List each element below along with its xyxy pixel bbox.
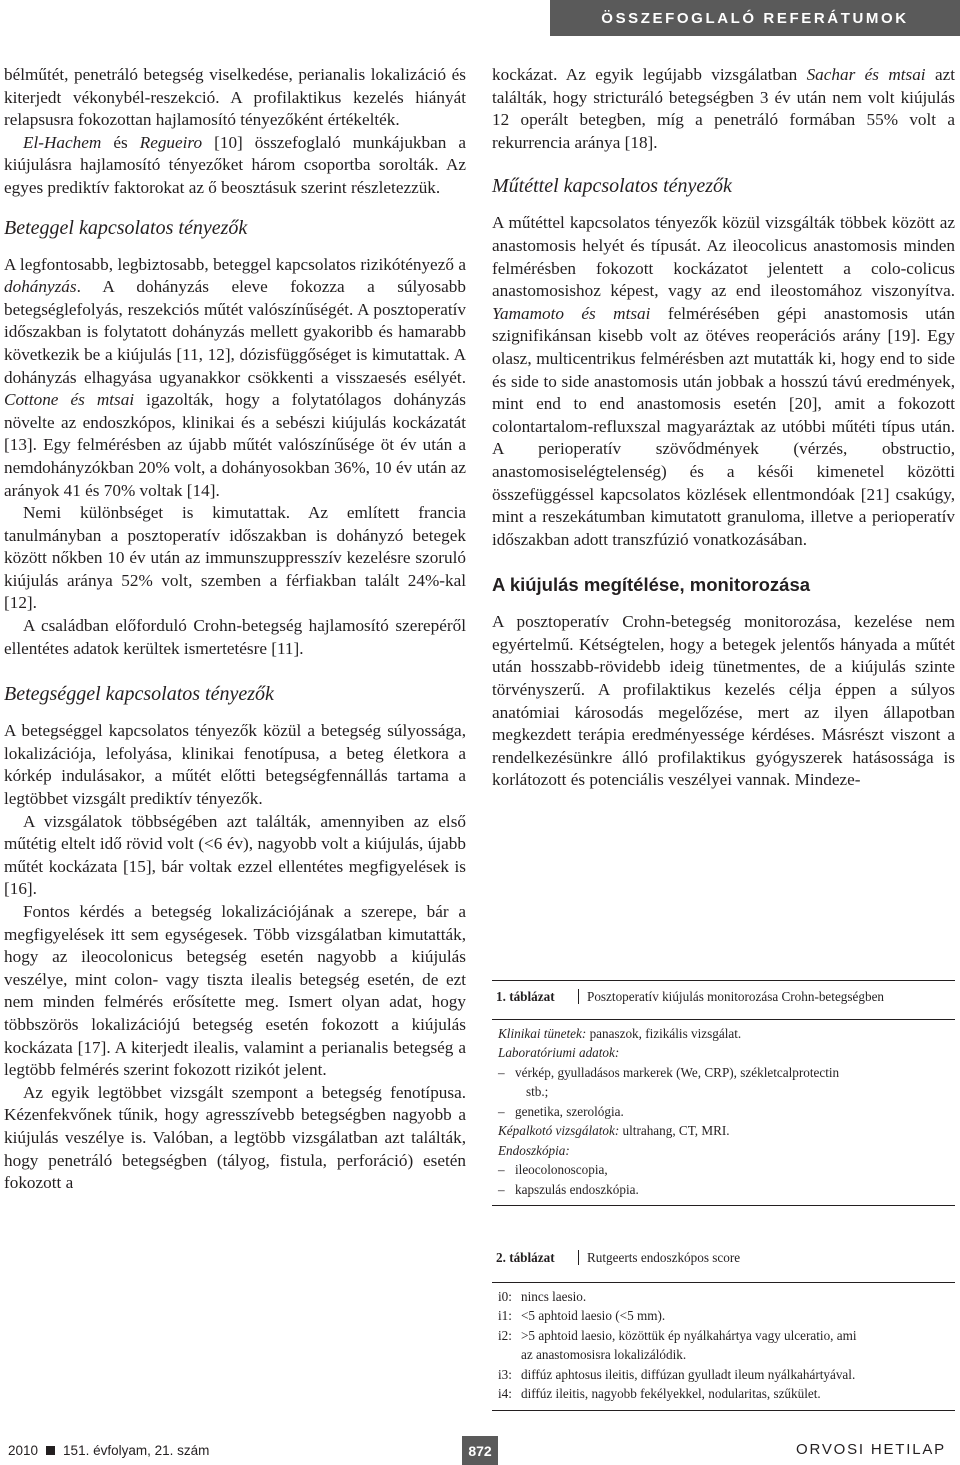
table2-header: [492, 1242, 955, 1268]
table1-header: [492, 980, 955, 1007]
right-column: [492, 64, 955, 792]
section-heading: A kiújulás megítélése, monitorozása: [492, 574, 811, 596]
footer-volume: 151. évfolyam, 21. szám: [63, 1443, 210, 1458]
author-name: El-Hachem: [23, 132, 102, 152]
citation: Yamamoto és mtsai: [492, 303, 651, 323]
paragraph: [492, 64, 955, 154]
left-column: [4, 64, 466, 1195]
paragraph: [492, 212, 955, 551]
table-row: [498, 1365, 951, 1385]
table-row: [498, 1384, 951, 1404]
journal-name: ORVOSI HETILAP: [796, 1441, 946, 1458]
paragraph: A posztoperatív Crohn-betegség monitorozása, kezelése nem egyértelmű. Kétségtelen, hogy a betegek jelentős hányada a műtét után hosszabb-rövidebb ideig tünetmentes, de a kiújulás szinte törvényszerű. A profilaktikus kezelés célja éppen a súlyos anatómiai károsodás megelőzése, mert az ilyen állapotban megkezdett terápia eredményessége kérdéses. Másrészt viszont a rendelkezésünkre álló profilaktikus gyógyszerek hatásossága is korlátozott és potenciális veszélyei vannak. Mindeze-: [492, 612, 955, 790]
citation: Cottone és mtsai: [4, 390, 135, 410]
score-value: diffúz aphtosus ileitis, diffúzan gyulladt ileum nyálkahártyával.: [521, 1366, 856, 1382]
section-header-band: [550, 0, 960, 36]
subheading-surgery-factors: Műtéttel kapcsolatos tényezők: [492, 175, 732, 198]
score-key: [498, 1345, 521, 1365]
paragraph: A vizsgálatok többségében azt találták, amennyiben az első műtétig eltelt idő rövid volt (<6 év), nagyobb volt a kiújulás, újabb műtét kockázata [15], bár voltak ezzel ellentétes megfigyelések is [16].: [4, 811, 466, 899]
score-key: i2:: [498, 1327, 512, 1343]
emphasis: dohányzás: [4, 277, 77, 297]
page-footer: [0, 1436, 960, 1465]
row-label: Laboratóriumi adatok:: [498, 1045, 620, 1060]
list-item: – genetika, szerológia.: [498, 1102, 951, 1122]
score-value: diffúz ileitis, nagyobb fekélyekkel, nodularitas, szűkület.: [521, 1386, 821, 1401]
paragraph: Nemi különbséget is kimutattak. Az említett francia tanulmányban a posztoperatív időszakban is dohányzó betegek között nőkben 10 év után az immunszuppresszív kezelésre szoruló kiújulás aránya 52% volt, szemben a férfiakban talált 24%-kal [12].: [4, 503, 466, 613]
score-key: i0:: [498, 1288, 512, 1304]
paragraph: A betegséggel kapcsolatos tényezők közül a betegség súlyossága, lokalizációja, lefolyása, klinikai fenotípusa, a beteg életkora a kórkép indulásakor, a műtét előtti betegségfennállás tartama a legtöbbet vizsgált prediktív tényezők.: [4, 721, 466, 809]
list-item: stb.;: [526, 1084, 549, 1099]
table1-row: [498, 1024, 951, 1044]
score-key: i4:: [498, 1386, 512, 1401]
table2-body: [492, 1282, 955, 1411]
table1-title: Posztoperatív kiújulás monitorozása Crohn-betegségben: [587, 989, 885, 1004]
paragraph: Fontos kérdés a betegség lokalizációjának a szerepe, bár a megfigyelések itt sem egységesek. Több vizsgálatban kimutatták, hogy az ileocolonicus betegség esetén nagyobb a kiújulás veszélye, mint colon- vagy tiszta ilealis betegség esetén, de ezt nem minden felmérés erősítette meg. Ismert olyan adat, hogy többszörös lokalizációjú betegség esetén fokozott a kiújulás kockázata [17]. A kiterjedt ilealis, valamint a perianalis betegség a legtöbb felmérés szerint fokozott rizikót jelent.: [4, 902, 466, 1080]
separator-square-icon: [46, 1446, 55, 1455]
page-number: 872: [462, 1436, 498, 1465]
paragraph: A családban előforduló Crohn-betegség hajlamosító szerepéről ellentétes adatok kerültek ismertetésre [11].: [4, 616, 466, 658]
text-run: igazolták, hogy a folytatólagos dohányzás növelte az endoszkópos, klinikai és a sebészi kiújulás kockázatát [13]. Egy felmérésben az újabb műtét valószínűsége öt év után a nemdohányzókban 20% volt, a dohányosokban 36%, 10 év után az arányok 41 és 70% voltak [14].: [4, 390, 466, 500]
row-label: Képalkotó vizsgálatok:: [498, 1123, 620, 1138]
text-run: . A dohányzás eleve fokozza a súlyosabb betegséglefolyás, reszekciós műtét valószínűségét. A posztoperatív időszakban is folytatott dohányzás mellett gyakoribb és hamarabb következik be a kiújulás [11, 12], dózisfüggőséget is kimutattak. A dohányzás elhagyása ugyanakkor csökkenti a visszaesés esélyét.: [4, 277, 466, 387]
table-row: [498, 1326, 951, 1346]
section-title: ÖSSZEFOGLALÓ REFERÁTUMOK: [601, 9, 909, 27]
table-row: [498, 1306, 951, 1326]
row-label: Endoszkópia:: [498, 1142, 570, 1158]
text-run: A legfontosabb, legbiztosabb, beteggel kapcsolatos rizikótényező a: [4, 254, 466, 274]
row-label: Klinikai tünetek:: [498, 1025, 587, 1041]
paragraph: [4, 254, 466, 503]
score-value: <5 aphtoid laesio (<5 mm).: [521, 1308, 666, 1323]
tables-area: [492, 980, 955, 1411]
text-run: kockázat. Az egyik legújabb vizsgálatban: [492, 65, 807, 84]
row-value: ultrahang, CT, MRI.: [619, 1123, 730, 1138]
divider: [578, 1250, 579, 1265]
footer-year: 2010: [8, 1443, 39, 1458]
list-item: – ileocolonoscopia,: [498, 1160, 951, 1180]
paragraph: [4, 132, 466, 200]
text-run: azt találták, hogy stricturáló betegségben 3 év után nem volt kiújulás 12 operált betegben, míg a penetráló formában 55% volt a rekurrencia aránya [18].: [492, 65, 955, 152]
paragraph: bélműtét, penetráló betegség viselkedése, perianalis lokalizáció és kiterjedt vékonybél-reszekció. A profilaktikus kezelés hiányát relapsusra fokozottan hajlamosító tényezőként értékelték.: [4, 65, 466, 130]
text-run: felmérésében gépi anastomosis után szignifikánsan kisebb volt az ötéves reoperációs arány [19]. Egy olasz, multicentrikus felmérésben azt mutatták ki, hogy end to side és side to side anastomosis után jobbak a hosszú távú eredmények, mint end to end anastomosis esetén [20], amit a fokozott colontartalom-refluxszal magyaráztak az utóbbi műtéti típus után. A perioperatív szövődmények (vérzés, obstructio, anastomosiselégtelenség) és a késői kimenetel közötti összefüggéssel kapcsolatos közlések ellentmondóak [21] csakúgy, mint a reszekátumban kimutatott granuloma, illetve a perioperatív időszakban adott transzfúzió vonatkozásában.: [492, 303, 955, 549]
list-item: – kapszulás endoszkópia.: [498, 1180, 951, 1200]
score-value: az anastomosisra lokalizálódik.: [521, 1347, 687, 1362]
text-run: [10] összefoglaló munkájukban a kiújulásra hajlamosító tényezőket három csoportba sorolták. Az egyes prediktív faktorokat az ő beosztásuk szerint részletezzük.: [4, 132, 466, 197]
score-key: i3:: [498, 1366, 512, 1382]
footer-issue-info: [8, 1443, 209, 1458]
table2-title: Rutgeerts endoszkópos score: [587, 1250, 741, 1265]
citation: Sachar és mtsai: [806, 65, 926, 84]
score-key: i1:: [498, 1308, 512, 1323]
score-value: >5 aphtoid laesio, közöttük ép nyálkahártya vagy ulceratio, ami: [521, 1327, 857, 1343]
table-row: [498, 1345, 951, 1365]
subheading-patient-factors: Beteggel kapcsolatos tényezők: [4, 216, 248, 239]
divider: [578, 989, 579, 1004]
table2-number: 2. táblázat: [496, 1250, 555, 1265]
table1-body: [492, 1019, 955, 1207]
text-run: és: [101, 132, 140, 152]
table1-number: 1. táblázat: [496, 989, 555, 1004]
score-value: nincs laesio.: [521, 1288, 587, 1304]
subheading-disease-factors: Betegséggel kapcsolatos tényezők: [4, 683, 274, 706]
paragraph: Az egyik legtöbbet vizsgált szempont a betegség fenotípusa. Kézenfekvőnek tűnik, hogy agresszívebb betegségben nagyobb a kiújulás veszélye is. Valóban, a legtöbb vizsgálatban azt találták, hogy penetráló betegségben (tályog, fistula, perforáció) esetén fokozott a: [4, 1082, 466, 1193]
table-row: [498, 1287, 951, 1307]
text-run: A műtéttel kapcsolatos tényezők közül vizsgálták többek között az anastomosis helyét és típusát. Az ileocolicus anastomosis minden felmérésben fokozott kockázatot jelentett a colo-colicus anastomosishoz képest, vagy az end ileostomához viszonyítva.: [492, 213, 955, 301]
author-name: Regueiro: [139, 132, 203, 152]
row-value: panaszok, fizikális vizsgálat.: [586, 1025, 742, 1041]
table1-row: [498, 1121, 951, 1141]
list-item: – vérkép, gyulladásos markerek (We, CRP), székletcalprotectin: [498, 1063, 951, 1083]
